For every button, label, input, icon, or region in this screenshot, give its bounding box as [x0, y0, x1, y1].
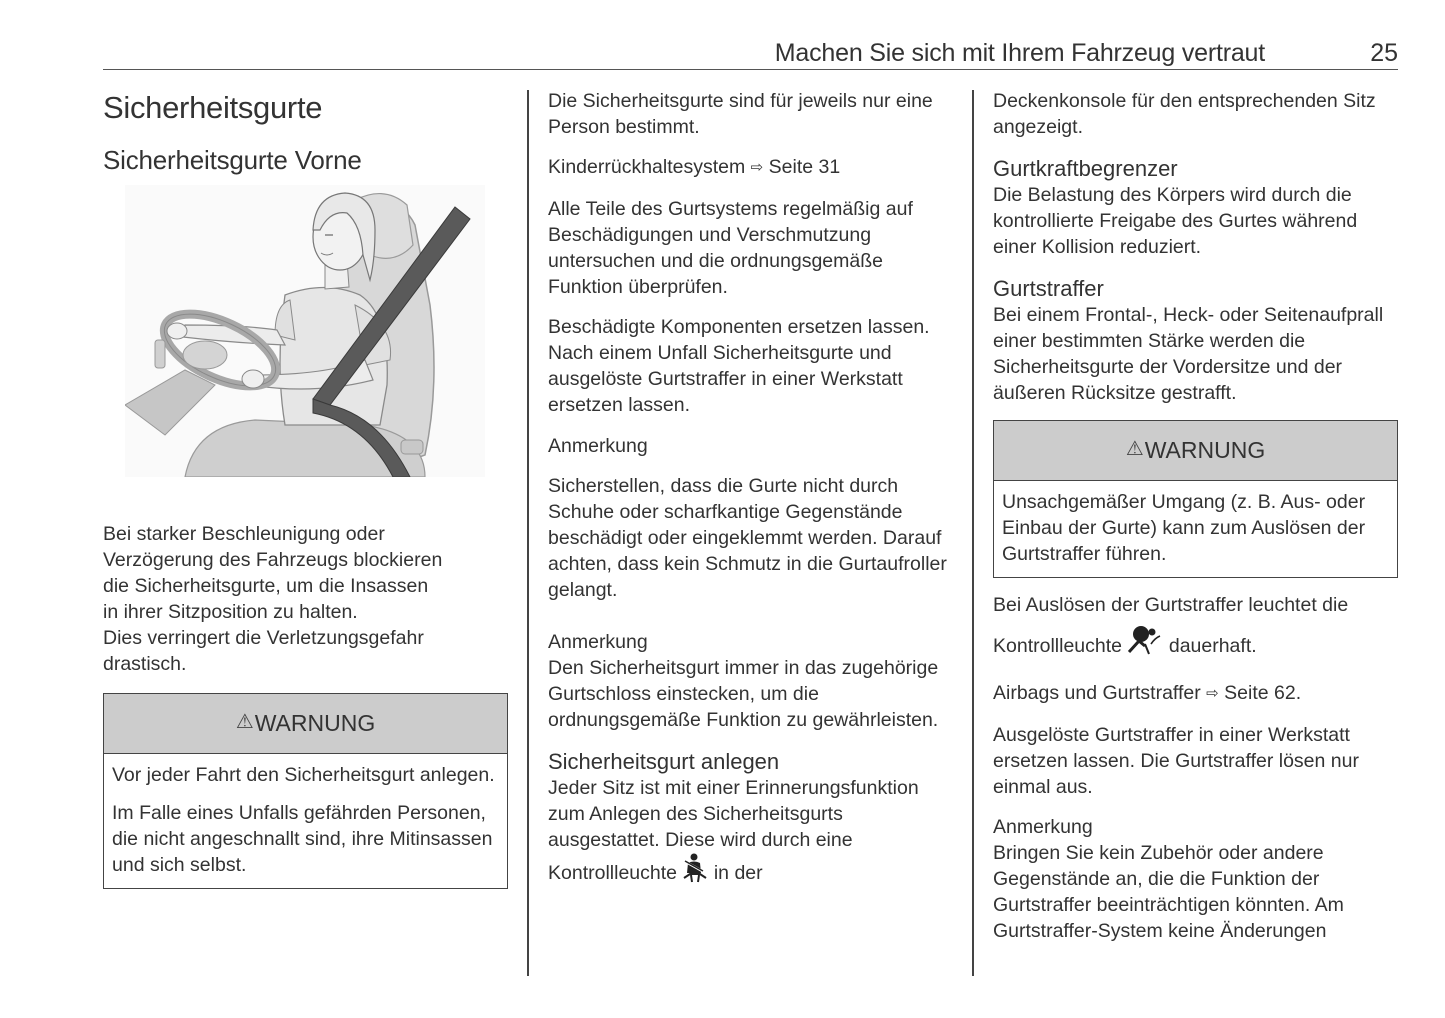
paragraph: Deckenkonsole für den entsprechenden Sitz angezeigt.: [993, 90, 1376, 138]
text-line: Dies verringert die Verletzungsgefahr: [103, 627, 424, 649]
airbag-indicator-icon: [1127, 624, 1163, 666]
chapter-title: Machen Sie sich mit Ihrem Fahrzeug vertraut: [774, 39, 1265, 67]
paragraph: Die Sicherheitsgurte sind für jeweils nur eine Person bestimmt.: [548, 90, 933, 138]
text-line: in ihrer Sitzposition zu halten.: [103, 601, 358, 623]
note-label: Anmerkung: [548, 631, 648, 653]
subsection-heading: Gurtstraffer: [993, 276, 1104, 301]
column-1: [103, 88, 508, 889]
paragraph: [548, 775, 953, 890]
column-divider-1: [527, 90, 529, 976]
paragraph: [993, 624, 1398, 666]
cross-reference[interactable]: [993, 680, 1398, 708]
arrow-right-icon: ⇨: [750, 159, 764, 176]
warning-title: WARNUNG: [1144, 437, 1266, 463]
paragraph: Alle Teile des Gurtsystems regelmäßig auf Beschädigungen und Verschmutzung untersuchen und die ordnungsgemäße Funktion überprüfen.: [548, 198, 913, 298]
column-divider-2: [972, 90, 974, 976]
paragraph-text: Kontrollleuchte: [993, 635, 1122, 657]
note-text: Bringen Sie kein Zubehör oder andere Gegenstände an, die die Funktion der Gurtstraffer beeinträchtigen könnten. Am Gurtstraffer-System keine Änderungen: [993, 842, 1344, 942]
warning-triangle-icon: ⚠: [1125, 438, 1144, 460]
column-2: [548, 88, 953, 890]
subsection-heading: Sicherheitsgurt anlegen: [548, 749, 780, 774]
paragraph: Bei einem Frontal-, Heck- oder Seitenaufprall einer bestimmten Stärke werden die Sicherheitsgurte der Vordersitze und der äußeren Rücksitze gestrafft.: [993, 304, 1384, 404]
note-label: Anmerkung: [548, 435, 648, 457]
text-line: die Sicherheitsgurte, um die Insassen: [103, 575, 429, 597]
warning-box: [103, 693, 508, 889]
paragraph: Beschädigte Komponenten ersetzen lassen. Nach einem Unfall Sicherheitsgurte und ausgelöste Gurtstraffer in einer Werkstatt ersetzen lassen.: [548, 316, 930, 416]
warning-box: [993, 420, 1398, 578]
text-line: Bei starker Beschleunigung oder: [103, 523, 385, 545]
warning-title: WARNUNG: [254, 710, 376, 736]
warning-header: [104, 694, 507, 754]
xref-page-link[interactable]: Seite 31: [768, 156, 841, 178]
arrow-right-icon: ⇨: [1206, 685, 1219, 702]
paragraph: Die Belastung des Körpers wird durch die kontrollierte Freigabe des Gurtes während einer Kollision reduziert.: [993, 184, 1358, 258]
paragraph: Bei Auslösen der Gurtstraffer leuchtet die: [993, 594, 1349, 616]
section-heading: Sicherheitsgurte: [103, 90, 323, 125]
warning-text: Unsachgemäßer Umgang (z. B. Aus- oder Einbau der Gurte) kann zum Auslösen der Gurtstraffer führen.: [1002, 491, 1366, 565]
warning-body: [104, 754, 507, 888]
page-header: [103, 38, 1398, 70]
warning-header: [994, 421, 1397, 481]
warning-body: [994, 481, 1397, 577]
warning-triangle-icon: ⚠: [235, 711, 254, 733]
xref-page-link[interactable]: Seite 62.: [1224, 682, 1302, 704]
seatbelt-reminder-icon: [682, 853, 708, 890]
text-line: drastisch.: [103, 653, 187, 675]
subsection-heading: Gurtkraftbegrenzer: [993, 156, 1178, 181]
paragraph-text: in der: [713, 862, 763, 884]
column-3: [993, 88, 1398, 944]
note-text: Den Sicherheitsgurt immer in das zugehörige Gurtschloss einstecken, um die ordnungsgemäße Funktion zu gewährleisten.: [548, 657, 939, 731]
paragraph-text: dauerhaft.: [1168, 635, 1257, 657]
xref-text: Kinderrückhaltesystem: [548, 156, 746, 178]
seatbelt-illustration: [125, 185, 485, 477]
warning-text: Vor jeder Fahrt den Sicherheitsgurt anlegen.: [112, 764, 495, 786]
text-line: Verzögerung des Fahrzeugs blockieren: [103, 549, 443, 571]
subsection-heading: Sicherheitsgurte Vorne: [103, 145, 362, 175]
xref-text: Airbags und Gurtstraffer: [993, 682, 1201, 704]
cross-reference[interactable]: [548, 154, 953, 182]
note-text: Sicherstellen, dass die Gurte nicht durch Schuhe oder scharfkantige Gegenstände beschädigt oder eingeklemmt werden. Darauf achten, dass kein Schmutz in die Gurtaufroller gelangt.: [548, 475, 947, 601]
paragraph-text: Jeder Sitz ist mit einer Erinnerungsfunktion zum Anlegen des Sicherheitsgurts ausgestattet. Diese wird durch eine Kontrollleuchte: [548, 777, 919, 884]
intro-paragraph: [103, 521, 508, 677]
note-label: Anmerkung: [993, 816, 1093, 838]
page-number: 25: [1370, 39, 1398, 67]
paragraph: Ausgelöste Gurtstraffer in einer Werkstatt ersetzen lassen. Die Gurtstraffer lösen nur einmal aus.: [993, 724, 1359, 798]
warning-text: Im Falle eines Unfalls gefährden Personen, die nicht angeschnallt sind, ihre Mitinsassen und sich selbst.: [112, 802, 493, 876]
